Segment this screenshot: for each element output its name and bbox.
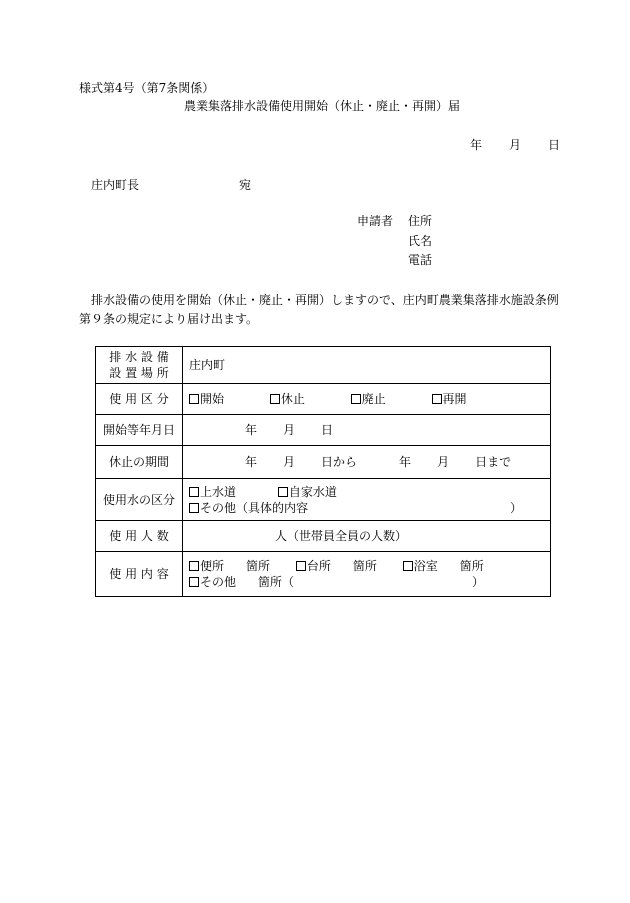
- checkbox-icon[interactable]: [189, 577, 199, 587]
- option-start[interactable]: 開始: [189, 391, 224, 407]
- date-month: 月: [509, 138, 522, 152]
- row-location: [96, 347, 551, 384]
- checkbox-icon[interactable]: [189, 561, 199, 571]
- checkbox-icon[interactable]: [296, 561, 306, 571]
- checkbox-icon[interactable]: [403, 561, 413, 571]
- option-resume[interactable]: 再開: [432, 391, 467, 407]
- option-kitchen[interactable]: 台所: [296, 558, 331, 574]
- contents-options: 便所 箇所 台所 箇所 浴室 箇所 その他 箇所（ ）: [183, 552, 551, 597]
- row-contents: [96, 552, 551, 597]
- option-abolish[interactable]: 廃止: [351, 391, 386, 407]
- row-usage-type: [96, 384, 551, 415]
- row-people: [96, 521, 551, 552]
- people-label: 使 用 人 数: [96, 521, 183, 552]
- checkbox-icon[interactable]: [351, 394, 361, 404]
- start-date-label: 開始等年月日: [96, 415, 183, 446]
- suspension-period-label: 休止の期間: [96, 446, 183, 479]
- suspension-period-value[interactable]: 年 月 日から 年 月 日まで: [183, 446, 551, 479]
- submission-date: [470, 138, 560, 152]
- usage-type-label: 使 用 区 分: [96, 384, 183, 415]
- applicant-label: 申請者: [357, 214, 394, 228]
- option-toilet[interactable]: 便所: [189, 558, 224, 574]
- option-other-use[interactable]: その他: [189, 574, 236, 590]
- option-suspend[interactable]: 休止: [270, 391, 305, 407]
- location-label: 排 水 設 備 設 置 場 所: [96, 347, 183, 384]
- option-private-water[interactable]: 自家水道: [278, 484, 337, 500]
- option-bath[interactable]: 浴室: [403, 558, 438, 574]
- date-day: 日: [548, 138, 561, 152]
- checkbox-icon[interactable]: [189, 503, 199, 513]
- water-type-options: 上水道 自家水道 その他（具体的内容 ）: [183, 479, 551, 521]
- document-title: 農業集落排水設備使用開始（休止・廃止・再開）届: [184, 99, 461, 113]
- checkbox-icon[interactable]: [270, 394, 280, 404]
- people-value[interactable]: 人（世帯員全員の人数）: [183, 521, 551, 552]
- date-year: 年: [470, 138, 483, 152]
- notification-body: 排水設備の使用を開始（休止・廃止・再開）しますので、庄内町農業集落排水施設条例第９条の規定により届け出ます。: [79, 293, 559, 326]
- applicant-phone-label: 電話: [408, 253, 433, 267]
- checkbox-icon[interactable]: [189, 487, 199, 497]
- row-suspension-period: [96, 446, 551, 479]
- option-other-water[interactable]: その他（具体的内容: [189, 500, 308, 516]
- notification-form-table: [95, 346, 551, 597]
- location-value[interactable]: 庄内町: [183, 347, 551, 384]
- applicant-name-label: 氏名: [408, 234, 433, 248]
- addressee-suffix: 宛: [239, 178, 252, 192]
- row-water-type: [96, 479, 551, 521]
- usage-type-options: [183, 384, 551, 415]
- addressee-name: 庄内町長: [91, 178, 140, 192]
- form-number: 様式第4号（第7条関係）: [79, 81, 215, 95]
- checkbox-icon[interactable]: [189, 394, 199, 404]
- water-type-label: 使用水の区分: [96, 479, 183, 521]
- applicant-address-label: 住所: [408, 214, 433, 228]
- option-public-water[interactable]: 上水道: [189, 484, 236, 500]
- contents-label: 使 用 内 容: [96, 552, 183, 597]
- row-start-date: [96, 415, 551, 446]
- start-date-value[interactable]: 年 月 日: [183, 415, 551, 446]
- checkbox-icon[interactable]: [432, 394, 442, 404]
- addressee: [91, 178, 251, 192]
- checkbox-icon[interactable]: [278, 487, 288, 497]
